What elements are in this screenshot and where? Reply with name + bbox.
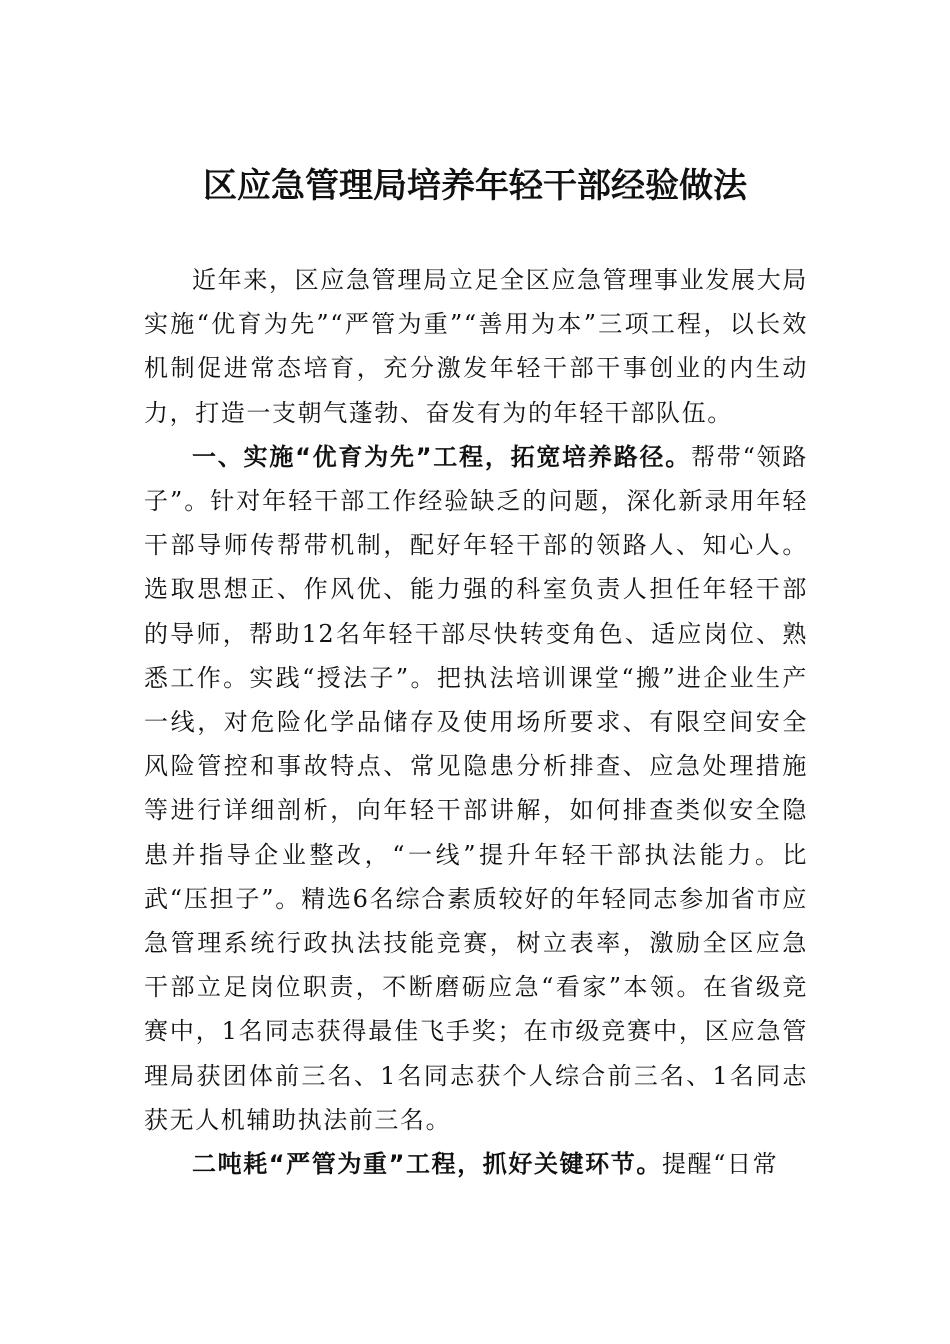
document-title: 区应急管理局培养年轻干部经验做法 (203, 166, 747, 206)
intro-paragraph (144, 258, 808, 435)
paragraph-text: 帮带“领路子”。针对年轻干部工作经验缺乏的问题，深化新录用年轻干部导师传帮带机制，配好年轻干部的领路人、知心人。选取思想正、作风优、能力强的科室负责人担任年轻干部的导师，帮助12名年轻干部尽快转变角色、适应岗位、熟悉工作。实践“授法子”。把执法培训课堂“搬”进企业生产一线，对危险化学品储存及使用场所要求、有限空间安全风险管控和事故特点、常见隐患分析排查、应急处理措施等进行详细剖析，向年轻干部讲解，如何排查类似安全隐患并指导企业整改，“一线”提升年轻干部执法能力。比武“压担子”。精选6名综合素质较好的年轻同志参加省市应急管理系统行政执法技能竞赛，树立表率，激励全区应急干部立足岗位职责，不断磨砺应急“看家”本领。在省级竞赛中，1名同志获得最佳飞手奖；在市级竞赛中，区应急管理局获团体前三名、1名同志获个人综合前三名、1名同志获无人机辅助执法前三名。 (144, 442, 808, 1134)
section-heading: 一、实施“优育为先”工程，拓宽培养路径。 (192, 442, 692, 471)
section-1-paragraph (144, 435, 808, 1142)
paragraph-text: 提醒“日常 (661, 1150, 779, 1179)
paragraph-text: 近年来，区应急管理局立足全区应急管理事业发展大局实施“优育为先”“严管为重”“善用为本”三项工程，以长效机制促进常态培育，充分激发年轻干部干事创业的内生动力，打造一支朝气蓬勃、奋发有为的年轻干部队伍。 (144, 266, 808, 427)
section-2-paragraph (144, 1142, 808, 1186)
document-body (144, 258, 808, 1186)
section-heading: 二吨耗“严管为重”工程，抓好关键环节。 (192, 1150, 662, 1179)
